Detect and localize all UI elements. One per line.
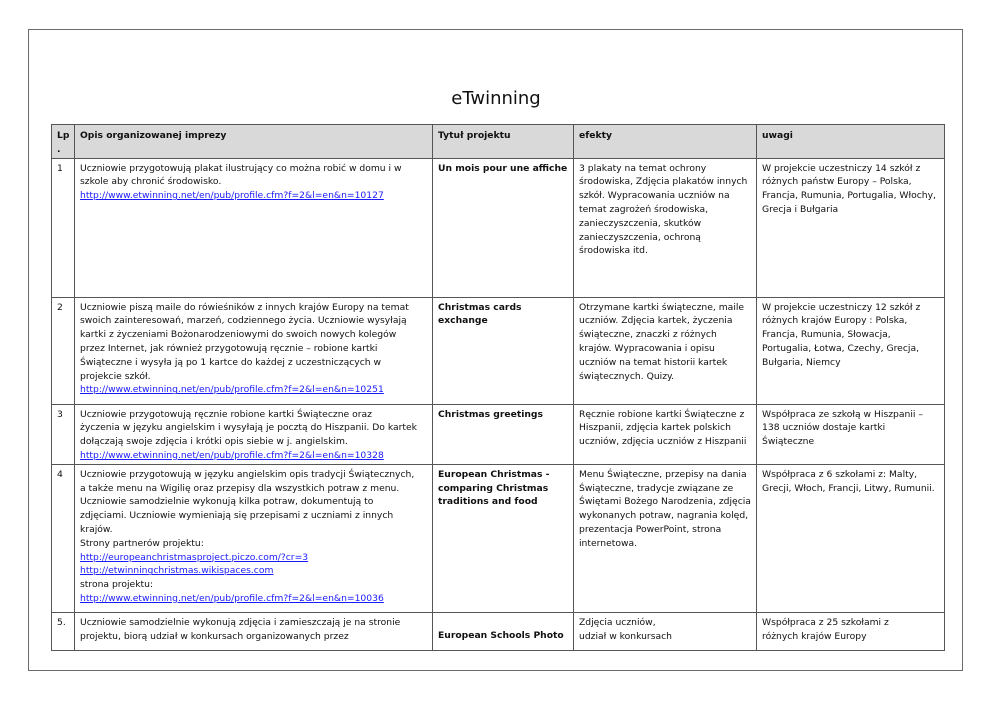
project-link[interactable]: http://www.etwinning.net/en/pub/profile.cfm?f=2&l=en&n=10251 xyxy=(80,384,384,396)
cell-project-title: Christmas greetings xyxy=(433,404,574,464)
cell-description xyxy=(75,404,433,464)
effects-line: udział w konkursach xyxy=(579,630,672,642)
table-header-row xyxy=(52,125,945,159)
table-row xyxy=(52,158,945,297)
table-row xyxy=(52,464,945,612)
project-link[interactable]: http://www.etwinning.net/en/pub/profile.cfm?f=2&l=en&n=10328 xyxy=(80,449,384,461)
description-line: projekcie szkół. xyxy=(80,370,151,382)
header-lp-line1: Lp xyxy=(57,130,70,141)
cell-effects: Otrzymane kartki świąteczne, maile uczniów. Zdjęcia kartek, życzenia świąteczne, znaczki z różnych krajów. Wypracowania i opisu uczniów na temat historii kartek świątecznych. Quizy. xyxy=(574,297,757,404)
project-link[interactable]: http://www.etwinning.net/en/pub/profile.cfm?f=2&l=en&n=10127 xyxy=(80,190,384,202)
cell-lp: 5. xyxy=(52,612,75,650)
description-line: Uczniowie przygotowują w języku angielskim opis tradycji Świątecznych, xyxy=(80,468,415,480)
description-line: szkole aby chronić środowisko. xyxy=(80,176,222,188)
description-line: kartki z życzeniami Bożonarodzeniowymi do swoich nowych kolegów xyxy=(80,329,397,341)
cell-lp: 1 xyxy=(52,158,75,297)
partner-link[interactable]: http://etwinningchristmas.wikispaces.com xyxy=(80,565,274,577)
cell-description xyxy=(75,464,433,612)
cell-description xyxy=(75,158,433,297)
description-line: projektu, biorą udział w konkursach organizowanych przez xyxy=(80,630,349,642)
header-effects: efekty xyxy=(574,125,757,159)
description-line: Świąteczne i wysyła ją po 1 kartce do każdej z uczestniczących w xyxy=(80,356,381,368)
description-line: krajów. xyxy=(80,523,113,535)
description-line: przez Internet, jak również przygotowują ręcznie – robione kartki xyxy=(80,342,378,354)
cell-lp: 3 xyxy=(52,404,75,464)
cell-lp: 2 xyxy=(52,297,75,404)
spacer xyxy=(438,616,568,629)
effects-line: Zdjęcia uczniów, xyxy=(579,616,656,628)
cell-notes xyxy=(757,612,945,650)
cell-project-title xyxy=(433,612,574,650)
cell-effects: Menu Świąteczne, przepisy na dania Świąteczne, tradycje związane ze Świętami Bożego Narodzenia, zdjęcia wykonanych potraw, nagrania kolęd, prezentacja PowerPoint, strona internetowa. xyxy=(574,464,757,612)
description-line: zdjęciami. Uczniowie wymieniają się przepisami z uczniami z innych xyxy=(80,510,394,522)
cell-description xyxy=(75,297,433,404)
notes-line: różnych krajów Europy xyxy=(762,630,867,642)
table-row xyxy=(52,404,945,464)
header-notes: uwagi xyxy=(757,125,945,159)
cell-notes: Współpraca ze szkołą w Hiszpanii – 138 uczniów dostaje kartki Świąteczne xyxy=(757,404,945,464)
description-line: Uczniowie samodzielnie wykonują zdjęcia i zamieszczają je na stronie xyxy=(80,616,401,628)
cell-notes: W projekcie uczestniczy 14 szkół z różnych państw Europy – Polska, Francja, Rumunia, Portugalia, Włochy, Grecja i Bułgaria xyxy=(757,158,945,297)
cell-project-title: Un mois pour une affiche xyxy=(433,158,574,297)
cell-effects: Ręcznie robione kartki Świąteczne z Hiszpanii, zdjęcia kartek polskich uczniów, zdjęcia uczniów z Hiszpanii xyxy=(574,404,757,464)
description-line: Uczniowie przygotowują ręcznie robione kartki Świąteczne oraz xyxy=(80,408,372,420)
cell-notes: W projekcie uczestniczy 12 szkół z różnych krajów Europy : Polska, Francja, Rumunia, Słowacja, Portugalia, Łotwa, Czechy, Grecja, Bułgaria, Niemcy xyxy=(757,297,945,404)
cell-project-title: European Christmas - comparing Christmas traditions and food xyxy=(433,464,574,612)
description-line: strona projektu: xyxy=(80,579,154,591)
cell-effects: 3 plakaty na temat ochrony środowiska, Zdjęcia plakatów innych szkół. Wypracowania uczniów na temat zagrożeń środowiska, zanieczyszczenia, skutków zanieczyszczenia, ochroną środowiska itd. xyxy=(574,158,757,297)
project-title-text: European Schools Photo xyxy=(438,629,564,641)
cell-project-title: Christmas cards exchange xyxy=(433,297,574,404)
cell-notes: Współpraca z 6 szkołami z: Malty, Grecji, Włoch, Francji, Litwy, Rumunii. xyxy=(757,464,945,612)
cell-description xyxy=(75,612,433,650)
cell-effects xyxy=(574,612,757,650)
header-description: Opis organizowanej imprezy xyxy=(75,125,433,159)
header-project-title: Tytuł projektu xyxy=(433,125,574,159)
header-lp-line2: . xyxy=(57,143,61,155)
description-line: Uczniowie piszą maile do rówieśników z innych krajów Europy na temat xyxy=(80,301,409,313)
description-line: Strony partnerów projektu: xyxy=(80,537,204,549)
cell-lp: 4 xyxy=(52,464,75,612)
document-title: eTwinning xyxy=(451,88,541,109)
description-line: Uczniowie samodzielnie wykonują kilka potraw, dokumentują to xyxy=(80,496,374,508)
notes-line: Współpraca z 25 szkołami z xyxy=(762,616,889,628)
description-line: życzenia w języku angielskim i wysyłają je pocztą do Hiszpanii. Do kartek xyxy=(80,422,417,434)
description-line: swoich zainteresowań, marzeń, codziennego życia. Uczniowie wysyłają xyxy=(80,315,407,327)
description-line: a także menu na Wigilię oraz przepisy dla wszystkich potraw z menu. xyxy=(80,482,400,494)
table-row xyxy=(52,297,945,404)
project-link[interactable]: http://www.etwinning.net/en/pub/profile.cfm?f=2&l=en&n=10036 xyxy=(80,592,384,604)
table-row xyxy=(52,612,945,650)
description-line: dołączają swoje zdjęcia i krótki opis siebie w j. angielskim. xyxy=(80,436,348,448)
description-line: Uczniowie przygotowują plakat ilustrujący co można robić w domu i w xyxy=(80,162,402,174)
projects-table xyxy=(51,124,945,651)
partner-link[interactable]: http://europeanchristmasproject.piczo.com/?cr=3 xyxy=(80,551,309,563)
header-lp xyxy=(52,125,75,159)
